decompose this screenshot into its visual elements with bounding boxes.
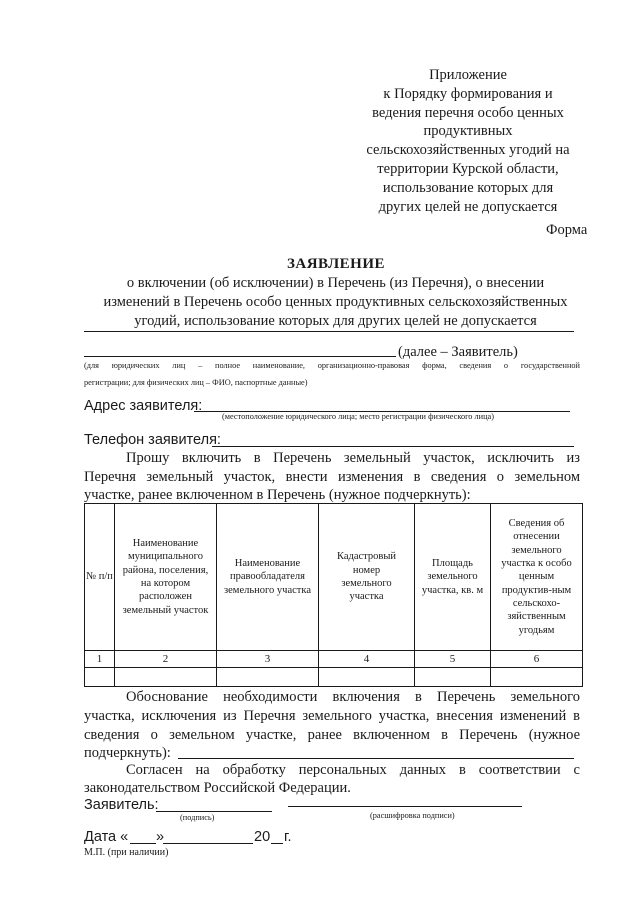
phone-label: Телефон заявителя: (84, 432, 221, 448)
table-row[interactable] (85, 668, 583, 687)
table-number-cell: 4 (319, 651, 415, 668)
signature-label: Заявитель: (84, 797, 159, 813)
table-header-cell: Наименование правообладателя земельного участка (217, 504, 319, 651)
subtitle-line: о включении (об исключении) в Перечень (из Перечня), о внесении (126, 275, 545, 291)
document-subtitle (84, 274, 587, 330)
subtitle-line: угодий, использование которых для других целей не допускается (134, 312, 537, 329)
table-number-cell: 2 (115, 651, 217, 668)
table-cell[interactable] (319, 668, 415, 687)
table-number-cell: 6 (491, 651, 583, 668)
stamp-note: М.П. (при наличии) (84, 847, 169, 858)
applicant-line-2[interactable] (84, 356, 396, 357)
table-header-cell: Кадастровый номер земельного участка (319, 504, 415, 651)
table-cell[interactable] (491, 668, 583, 687)
request-line-2: Перечня земельный участок, внести изменения в сведения о земельном (84, 469, 580, 485)
appendix-line: сельскохозяйственных угодий на (366, 142, 570, 159)
appendix-line: других целей не допускается (378, 198, 558, 215)
request-line-1: Прошу включить в Перечень земельный участок, исключить из (126, 450, 580, 466)
appendix-line: ведения перечня особо ценных (372, 104, 564, 121)
justification-line-4: подчеркнуть): (84, 745, 171, 761)
justification-line-1: Обоснование необходимости включения в Перечень земельного (126, 689, 580, 705)
consent-line-1: Согласен на обработку персональных данных в соответствии с (126, 762, 580, 778)
table-header-row (85, 504, 583, 651)
table-cell[interactable] (217, 668, 319, 687)
appendix-line: Приложение (429, 67, 507, 83)
applicant-line-1[interactable] (84, 331, 574, 332)
table-number-cell: 5 (415, 651, 491, 668)
table-number-cell: 3 (217, 651, 319, 668)
appendix-line: к Порядку формирования и (383, 85, 553, 102)
date-year-field[interactable] (271, 843, 283, 844)
date-month-field[interactable] (163, 843, 253, 844)
signature-decode-hint: (расшифровка подписи) (370, 811, 455, 820)
phone-field[interactable] (212, 446, 574, 447)
address-label: Адрес заявителя: (84, 398, 203, 414)
document-title: ЗАЯВЛЕНИЕ (286, 256, 386, 272)
appendix-block (352, 66, 584, 216)
table-cell[interactable] (85, 668, 115, 687)
table-header-cell: Сведения об отнесении земельного участка к особо ценным продуктив-ным сельскохо-зяйственным угодьям (491, 504, 583, 651)
date-year-prefix: 20 (254, 829, 271, 845)
subtitle-line: изменений в Перечень особо ценных продуктивных сельскохозяйственных (103, 293, 568, 310)
request-line-3: участке, ранее включенном в Перечень (нужное подчеркнуть): (84, 487, 471, 503)
date-day-field[interactable] (130, 843, 156, 844)
date-prefix: Дата « (84, 829, 129, 845)
consent-line-2: законодательством Российской Федерации. (84, 780, 351, 796)
address-hint: (местоположение юридического лица; место регистрации физического лица) (222, 412, 494, 421)
signature-decode-field[interactable] (288, 806, 522, 807)
appendix-line: продуктивных (423, 123, 513, 140)
table-header-cell: Наименование муниципального района, поселения, на котором расположен земельный участок (115, 504, 217, 651)
justification-field[interactable] (178, 758, 574, 759)
appendix-line: использование которых для (382, 179, 554, 196)
appendix-line: территории Курской области, (377, 160, 559, 177)
table-number-row (85, 651, 583, 668)
table-cell[interactable] (415, 668, 491, 687)
justification-line-2: участка, исключения из Перечня земельного участка, внесения изменений в (84, 708, 580, 724)
land-plot-table (84, 503, 583, 687)
justification-line-3: сведения о земельном участке, ранее включенном в Перечень (нужное (84, 727, 580, 743)
table-header-cell: № п/п (85, 504, 115, 651)
applicant-hint-2: регистрации; для физических лиц – ФИО, паспортные данные) (84, 378, 308, 387)
signature-hint: (подпись) (180, 813, 215, 822)
table-cell[interactable] (115, 668, 217, 687)
table-header-cell: Площадь земельного участка, кв. м (415, 504, 491, 651)
applicant-suffix: (далее – Заявитель) (398, 344, 518, 360)
applicant-hint-1: (для юридических лиц – полное наименование, организационно-правовая форма, сведения о государственной (84, 361, 580, 370)
date-suffix: г. (284, 829, 292, 845)
date-quote-close: » (156, 829, 165, 845)
table-number-cell: 1 (85, 651, 115, 668)
form-label: Форма (546, 222, 588, 238)
